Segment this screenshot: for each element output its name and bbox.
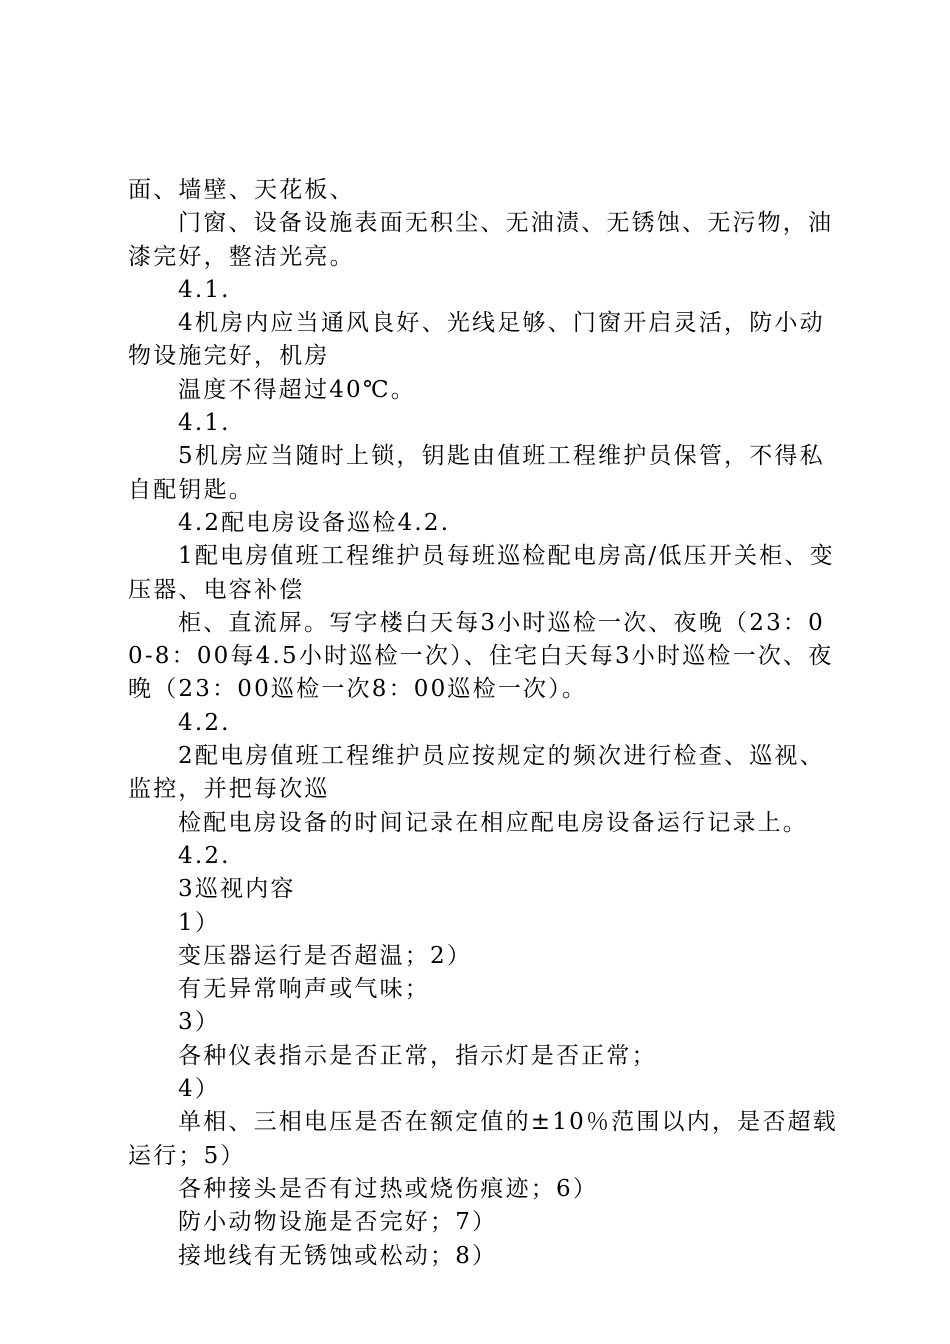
list-item: 各种接头是否有过热或烧伤痕迹；6）: [178, 1175, 599, 1202]
paragraph: 4机房内应当通风良好、光线足够、门窗开启灵活，防小动物设施完好，机房: [128, 310, 825, 370]
paragraph: 3巡视内容: [178, 876, 296, 903]
paragraph: 4.1.: [178, 276, 231, 303]
paragraph: 检配电房设备的时间记录在相应配电房设备运行记录上。: [178, 809, 808, 836]
document-body: [128, 174, 838, 1273]
paragraph: 4.2.: [178, 709, 231, 736]
paragraph: 1配电房值班工程维护员每班巡检配电房高/低压开关柜、变压器、电容补偿: [128, 543, 835, 603]
list-marker: 3）: [178, 1009, 221, 1036]
paragraph: 柜、直流屏。写字楼白天每3小时巡检一次、夜晚（23：00-8：00每4.5小时巡检一次）、住宅白天每3小时巡检一次、夜晚（23：00巡检一次8：00巡检一次）。: [128, 609, 834, 703]
list-item: 各种仪表指示是否正常，指示灯是否正常；: [178, 1042, 657, 1069]
paragraph: 门窗、设备设施表面无积尘、无油渍、无锈蚀、无污物，油漆完好，整洁光亮。: [128, 210, 834, 270]
paragraph: 2配电房值班工程维护员应按规定的频次进行检查、巡视、监控，并把每次巡: [128, 743, 825, 803]
section-heading: 4.2配电房设备巡检4.2.: [178, 509, 451, 536]
paragraph: 5机房应当随时上锁，钥匙由值班工程维护员保管，不得私自配钥匙。: [128, 443, 825, 503]
paragraph: 4.1.: [178, 410, 231, 437]
list-marker: 1）: [178, 909, 221, 936]
list-item: 单相、三相电压是否在额定值的±10％范围以内，是否超载运行；5）: [128, 1109, 838, 1169]
list-item: 变压器运行是否超温；2）: [178, 942, 473, 969]
list-item: 防小动物设施是否完好；7）: [178, 1209, 498, 1236]
paragraph: 4.2.: [178, 842, 231, 869]
paragraph: 面、墙壁、天花板、: [128, 177, 355, 203]
list-marker: 4）: [178, 1076, 221, 1103]
list-item: 接地线有无锈蚀或松动；8）: [178, 1242, 498, 1269]
list-item: 有无异常响声或气味；: [178, 976, 430, 1003]
paragraph: 温度不得超过40℃。: [178, 376, 416, 403]
